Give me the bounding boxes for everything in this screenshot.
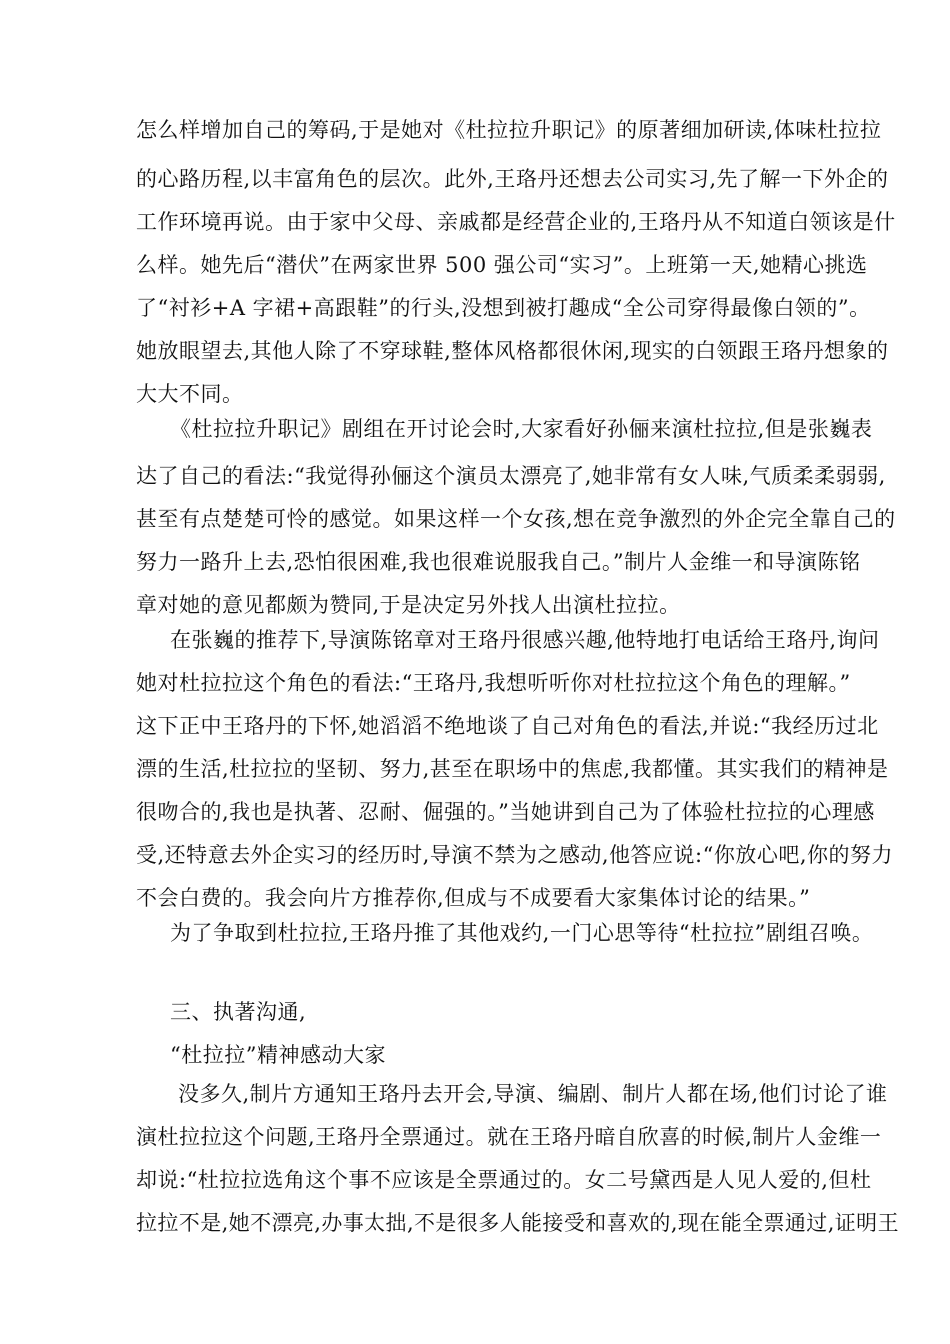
paragraph-3-line-1: 在张巍的推荐下,导演陈铭章对王珞丹很感兴趣,他特地打电话给王珞丹,询问 — [170, 628, 880, 652]
paragraph-1-line-4: 么样。她先后“潜伏”在两家世界 500 强公司“实习”。上班第一天,她精心挑选 — [136, 253, 868, 277]
paragraph-3-line-6: 受,还特意去外企实习的经历时,导演不禁为之感动,他答应说:“你放心吧,你的努力 — [136, 843, 894, 867]
section-heading: 三、执著沟通, — [170, 1000, 307, 1024]
paragraph-3-line-3: 这下正中王珞丹的下怀,她滔滔不绝地谈了自己对角色的看法,并说:“我经历过北 — [136, 714, 879, 738]
paragraph-2-line-4: 努力一路升上去,恐怕很困难,我也很难说服我自己。”制片人金维一和导演陈铭 — [136, 550, 861, 574]
paragraph-7-line-1: 没多久,制片方通知王珞丹去开会,导演、编剧、制片人都在场,他们讨论了谁 — [178, 1082, 888, 1106]
paragraph-1-line-7: 大大不同。 — [136, 382, 244, 406]
paragraph-7-line-3: 却说:“杜拉拉选角这个事不应该是全票通过的。女二号黛西是人见人爱的,但杜 — [136, 1168, 872, 1192]
paragraph-1-line-3: 工作环境再说。由于家中父母、亲戚都是经营企业的,王珞丹从不知道白领该是什 — [136, 210, 896, 234]
paragraph-2-line-2: 达了自己的看法:“我觉得孙俪这个演员太漂亮了,她非常有女人味,气质柔柔弱弱, — [136, 464, 886, 488]
paragraph-3-line-4: 漂的生活,杜拉拉的坚韧、努力,甚至在职场中的焦虑,我都懂。其实我们的精神是 — [136, 757, 889, 781]
paragraph-7-line-2: 演杜拉拉这个问题,王珞丹全票通过。就在王珞丹暗自欣喜的时候,制片人金维一 — [136, 1125, 882, 1149]
paragraph-1-line-1: 怎么样增加自己的筹码,于是她对《杜拉拉升职记》的原著细加研读,体味杜拉拉 — [136, 118, 882, 142]
paragraph-2-line-1: 《杜拉拉升职记》剧组在开讨论会时,大家看好孙俪来演杜拉拉,但是张巍表 — [170, 417, 873, 441]
section-subheading: “杜拉拉”精神感动大家 — [170, 1043, 386, 1067]
paragraph-3-line-7: 不会白费的。我会向片方推荐你,但成与不成要看大家集体讨论的结果。” — [136, 886, 811, 910]
paragraph-1-line-2: 的心路历程,以丰富角色的层次。此外,王珞丹还想去公司实习,先了解一下外企的 — [136, 167, 889, 191]
paragraph-4-line-1: 为了争取到杜拉拉,王珞丹推了其他戏约,一门心思等待“杜拉拉”剧组召唤。 — [170, 921, 874, 945]
paragraph-1-line-5: 了“衬衫+A 字裙+高跟鞋”的行头,没想到被打趣成“全公司穿得最像白领的”。 — [136, 296, 871, 320]
paragraph-2-line-5: 章对她的意见都颇为赞同,于是决定另外找人出演杜拉拉。 — [136, 593, 681, 617]
paragraph-2-line-3: 甚至有点楚楚可怜的感觉。如果这样一个女孩,想在竞争激烈的外企完全靠自己的 — [136, 507, 896, 531]
paragraph-7-line-4: 拉拉不是,她不漂亮,办事太拙,不是很多人能接受和喜欢的,现在能全票通过,证明王 — [136, 1211, 899, 1235]
paragraph-3-line-2: 她对杜拉拉这个角色的看法:“王珞丹,我想听听你对杜拉拉这个角色的理解。” — [136, 671, 851, 695]
paragraph-1-line-6: 她放眼望去,其他人除了不穿球鞋,整体风格都很休闲,现实的白领跟王珞丹想象的 — [136, 339, 889, 363]
paragraph-3-line-5: 很吻合的,我也是执著、忍耐、倔强的。”当她讲到自己为了体验杜拉拉的心理感 — [136, 800, 875, 824]
